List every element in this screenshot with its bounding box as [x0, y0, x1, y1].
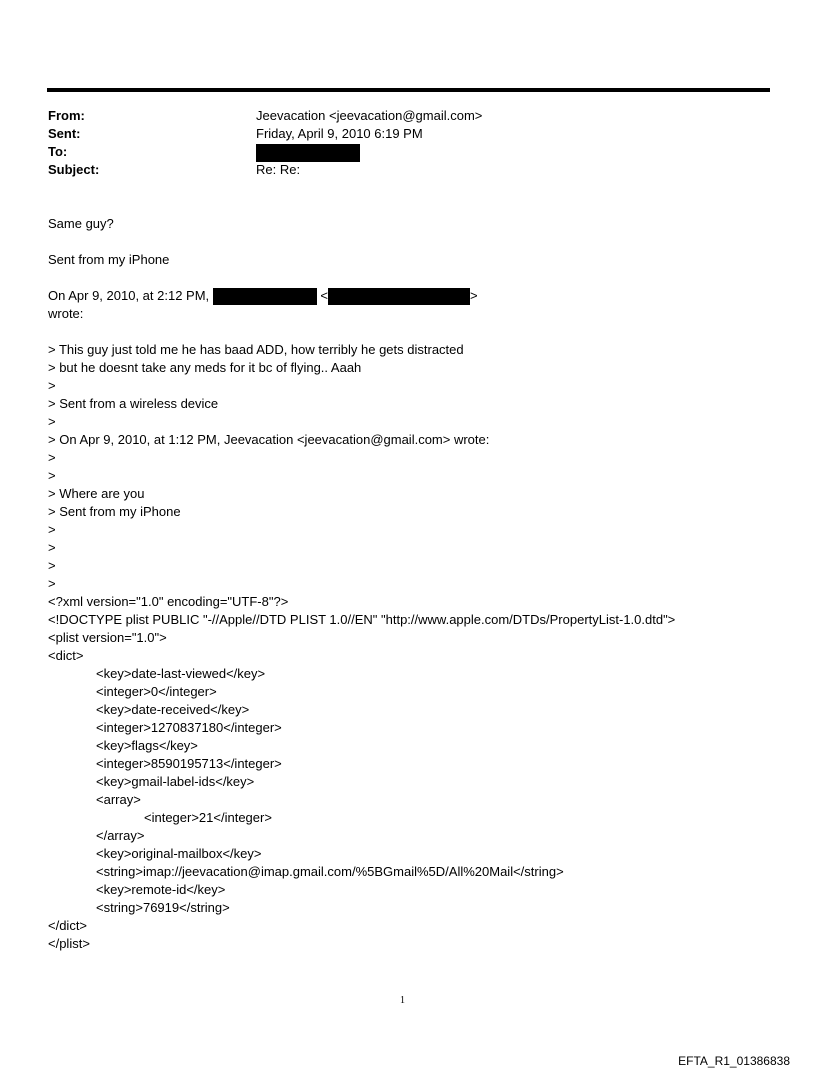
plist-line: </dict> — [48, 918, 88, 933]
plist-line: <key>gmail-label-ids</key> — [96, 774, 255, 789]
quoted-line: > but he doesnt take any meds for it bc of flying.. Aaah — [48, 360, 362, 375]
quoted-line: > — [48, 468, 56, 483]
plist-line: <key>original-mailbox</key> — [96, 846, 262, 861]
quoted-line: > — [48, 378, 56, 393]
to-value — [256, 143, 360, 162]
angle-close: > — [470, 288, 478, 303]
plist-line: <key>flags</key> — [96, 738, 198, 753]
plist-line: </array> — [96, 828, 145, 843]
subject-label: Subject: — [48, 162, 100, 177]
quoted-line: > — [48, 576, 56, 591]
plist-line: <dict> — [48, 648, 84, 663]
quoted-line: > — [48, 558, 56, 573]
sent-label: Sent: — [48, 126, 81, 141]
page-number: 1 — [400, 995, 405, 1006]
redaction-box — [213, 288, 317, 305]
plist-line: <!DOCTYPE plist PUBLIC "-//Apple//DTD PLIST 1.0//EN" "http://www.apple.com/DTDs/PropertyList-1.0.dtd"> — [48, 612, 676, 627]
plist-line: <key>remote-id</key> — [96, 882, 226, 897]
from-value: Jeevacation <jeevacation@gmail.com> — [256, 108, 483, 123]
to-label: To: — [48, 144, 68, 159]
quoted-line: > Sent from my iPhone — [48, 504, 181, 519]
quoted-line: > On Apr 9, 2010, at 1:12 PM, Jeevacation <jeevacation@gmail.com> wrote: — [48, 432, 490, 447]
plist-line: <string>imap://jeevacation@imap.gmail.com/%5BGmail%5D/All%20Mail</string> — [96, 864, 564, 879]
quoted-line: > — [48, 540, 56, 555]
subject-value: Re: Re: — [256, 162, 301, 177]
from-label: From: — [48, 108, 85, 123]
plist-line: <string>76919</string> — [96, 900, 230, 915]
plist-line: <array> — [96, 792, 141, 807]
attribution-text: On Apr 9, 2010, at 2:12 PM, — [48, 288, 210, 303]
angle-open: < — [320, 288, 328, 303]
quoted-line: > Where are you — [48, 486, 145, 501]
plist-line: <integer>8590195713</integer> — [96, 756, 282, 771]
quoted-line: > — [48, 414, 56, 429]
plist-line: <?xml version="1.0" encoding="UTF-8"?> — [48, 594, 289, 609]
plist-line: <key>date-last-viewed</key> — [96, 666, 266, 681]
plist-line: <key>date-received</key> — [96, 702, 250, 717]
header-rule — [47, 88, 770, 92]
quoted-line: > Sent from a wireless device — [48, 396, 219, 411]
plist-line: <integer>0</integer> — [96, 684, 217, 699]
redaction-box — [328, 288, 470, 305]
body-line: Sent from my iPhone — [48, 252, 170, 267]
attribution-line — [48, 287, 478, 305]
body-line: Same guy? — [48, 216, 114, 231]
plist-line: <integer>1270837180</integer> — [96, 720, 282, 735]
plist-line: <integer>21</integer> — [144, 810, 272, 825]
document-id: EFTA_R1_01386838 — [678, 1054, 790, 1068]
quoted-line: > — [48, 522, 56, 537]
body-line: wrote: — [48, 306, 84, 321]
quoted-line: > This guy just told me he has baad ADD, how terribly he gets distracted — [48, 342, 464, 357]
quoted-line: > — [48, 450, 56, 465]
plist-line: <plist version="1.0"> — [48, 630, 167, 645]
redaction-box — [256, 144, 360, 162]
plist-line: </plist> — [48, 936, 90, 951]
sent-value: Friday, April 9, 2010 6:19 PM — [256, 126, 423, 141]
